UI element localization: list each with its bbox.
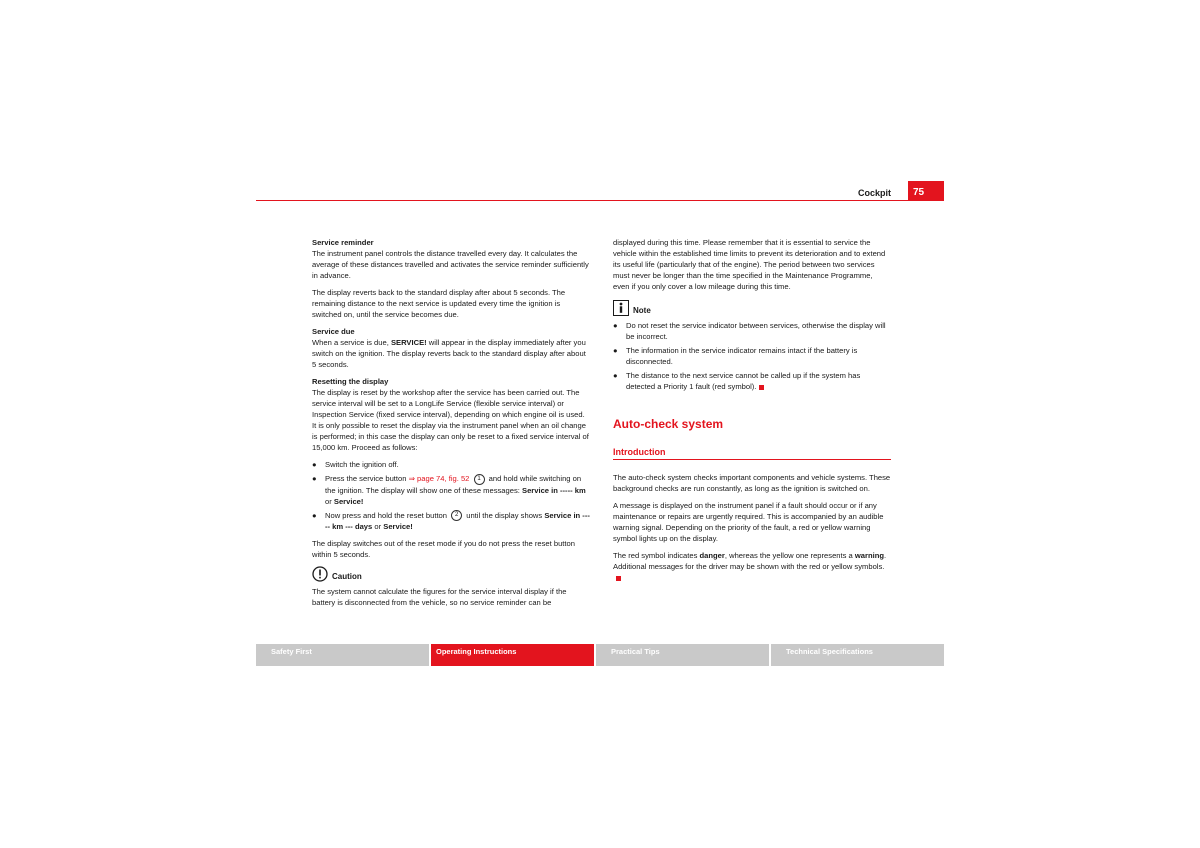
bullet-icon: ● [613, 321, 618, 330]
right-column [613, 237, 891, 589]
info-icon [613, 300, 629, 316]
bullet-icon: ● [312, 474, 317, 483]
callout-number-icon: 2 [451, 510, 462, 521]
tab-technical-specifications[interactable]: Technical Specifications [771, 644, 944, 666]
bullet-icon: ● [613, 346, 618, 355]
page-title: Cockpit [857, 188, 891, 198]
paragraph: The instrument panel controls the distance travelled every day. It calculates the average of these distances travelled and activates the service reminder sufficiently in advance. [312, 249, 589, 280]
paragraph: When a service is due, SERVICE! will appear in the display immediately after you switch on the ignition. The display reverts back to the standard display after about 5 seconds. [312, 338, 586, 369]
list-item: ● The information in the service indicator remains intact if the battery is disconnected. [613, 346, 858, 366]
tab-safety-first[interactable]: Safety First [256, 644, 429, 666]
list-item: ● Press the service button ⇒ page 74, fig. 52 1 and hold while switching on the ignition. The display will show one of these messages: Service in ----- km or Service! [312, 474, 586, 506]
page-reference-link[interactable]: ⇒ page 74, fig. 52 [408, 474, 470, 483]
list-item: ● The distance to the next service cannot be called up if the system has detected a Priority 1 fault (red symbol). [613, 371, 861, 391]
paragraph: A message is displayed on the instrument panel if a fault should occur or if any maintenance or repairs are urgently required. This is accompanied by an audible warning signal. Depending on the priority of the fault, a red or yellow warning symbol lights up on the display. [613, 501, 884, 543]
paragraph: The display is reset by the workshop after the service has been carried out. The service interval will be set to a LongLife Service (flexible service interval) or Inspection Service (fixed service interval), depending on which engine oil is used. It is only possible to reset the display via the instrument panel when an oil change is performed; in this case the display can only be reset to a fixed service interval of 15,000 km. Proceed as follows: [312, 388, 589, 452]
header-rule [256, 200, 944, 201]
caution-header [312, 566, 590, 582]
caution-icon [312, 566, 328, 582]
callout-number-icon: 1 [474, 474, 485, 485]
paragraph: The auto-check system checks important components and vehicle systems. These background checks are run constantly, as long as the ignition is switched on. [613, 473, 891, 493]
list-item: ● Do not reset the service indicator between services, otherwise the display will be incorrect. [613, 321, 886, 341]
end-marker-icon [616, 576, 621, 581]
tab-operating-instructions[interactable]: Operating Instructions [431, 644, 594, 666]
paragraph: The system cannot calculate the figures for the service interval display if the battery is disconnected from the vehicle, so no service reminder can be [312, 587, 567, 607]
footer-nav [256, 644, 944, 666]
caution-label: Caution [332, 572, 362, 581]
page-number: 75 [908, 181, 944, 201]
heading-resetting: Resetting the display [312, 377, 389, 386]
bullet-icon: ● [312, 460, 317, 469]
paragraph: The red symbol indicates danger, whereas the yellow one represents a warning. Additional messages for the driver may be shown with the red or yellow symbols. [613, 550, 891, 583]
section-title: Auto-check system [613, 417, 724, 431]
heading-service-due: Service due [312, 327, 355, 336]
list-item: ● Switch the ignition off. [312, 460, 399, 469]
paragraph: The display switches out of the reset mode if you do not press the reset button within 5 seconds. [312, 539, 575, 559]
heading-service-reminder: Service reminder [312, 238, 374, 247]
bullet-icon: ● [312, 510, 317, 520]
tab-practical-tips[interactable]: Practical Tips [596, 644, 769, 666]
note-header [613, 300, 891, 316]
paragraph: displayed during this time. Please remember that it is essential to service the vehicle within the established time limits to prevent its deterioration and to extend its useful life (particularly that of the engine). The period between two services must never be longer than the time specified in the Maintenance Programme, even if you only cover a low mileage during this time. [613, 238, 886, 291]
bullet-icon: ● [613, 371, 618, 380]
note-label: Note [633, 306, 651, 315]
list-item: ● Now press and hold the reset button 2 until the display shows Service in ----- km --- days or Service! [312, 510, 590, 531]
subsection-title: Introduction [613, 446, 891, 460]
end-marker-icon [759, 385, 764, 390]
left-column [312, 237, 590, 614]
paragraph: The display reverts back to the standard display after about 5 seconds. The remaining distance to the next service is updated every time the ignition is switched on, until the service becomes due. [312, 288, 566, 319]
